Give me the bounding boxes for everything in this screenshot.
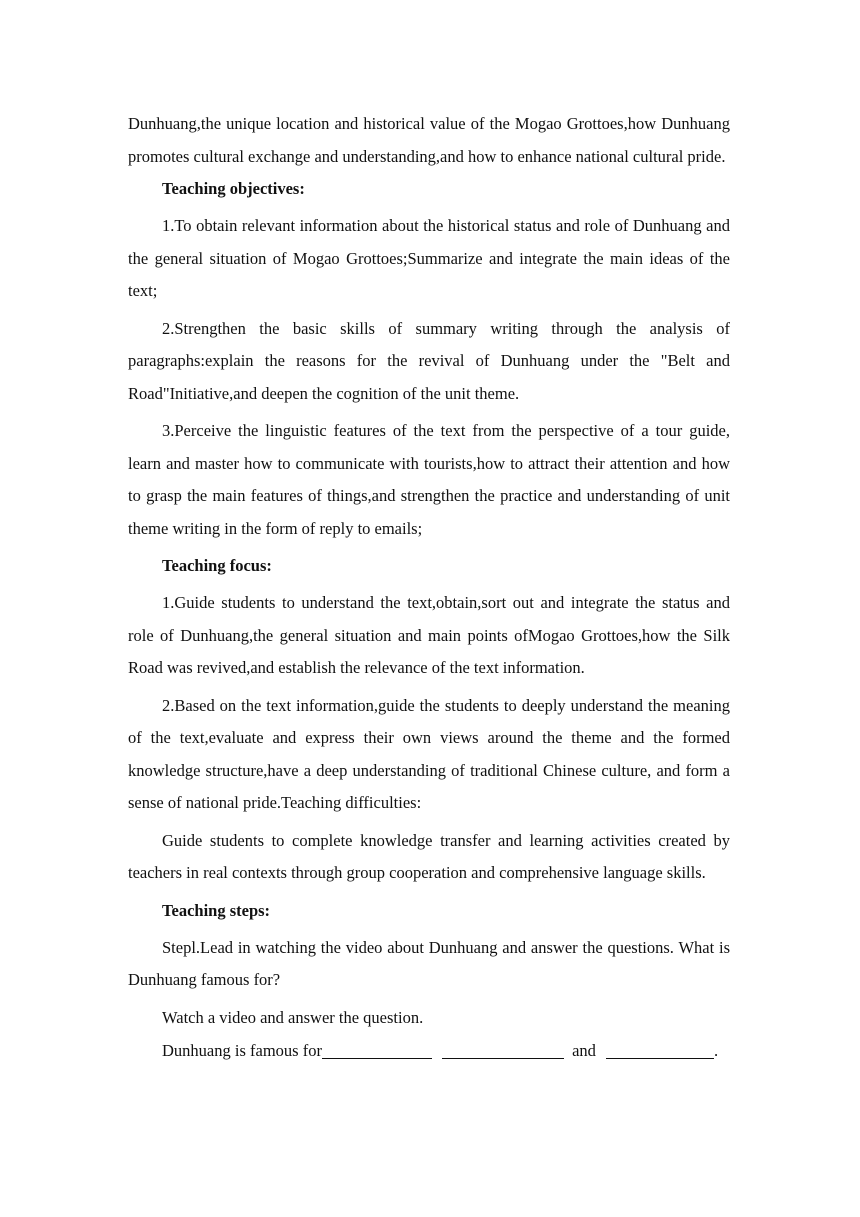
- step1-paragraph: Stepl.Lead in watching the video about Dunhuang and answer the questions. What is Dunhuang famous for?: [128, 937, 730, 989]
- objectives-heading: Teaching objectives:: [162, 179, 305, 198]
- fill-end: .: [714, 1041, 719, 1060]
- objective-item-1: 1.To obtain relevant information about the historical status and role of Dunhuang and the general situation of Mogao Grottoes;Summarize and integrate the main ideas of the text;: [128, 216, 730, 300]
- steps-heading: Teaching steps:: [162, 900, 271, 920]
- answer-blank-3[interactable]: [606, 1040, 714, 1059]
- objective-item-3: 3.Perceive the linguistic features of the text from the perspective of a tour guide, learn and master how to communicate with tourists,how to attract their attention and how to grasp the main features of things,and strengthen the practice and understanding of unit theme writing in the form of reply to emails;: [128, 421, 730, 538]
- answer-blank-2[interactable]: [442, 1040, 564, 1059]
- objective-item-2: 2.Strengthen the basic skills of summary writing through the analysis of paragraphs:explain the reasons for the revival of Dunhuang under the "Belt and Road"Initiative,and deepen the cognition of the unit theme.: [128, 318, 730, 403]
- difficulties-paragraph: Guide students to complete knowledge transfer and learning activities created by teachers in real contexts through group cooperation and comprehensive language skills.: [128, 830, 730, 882]
- fill-and: and: [572, 1041, 596, 1060]
- document-page: [128, 108, 730, 1068]
- fill-prefix: Dunhuang is famous for: [162, 1041, 322, 1060]
- intro-paragraph: Dunhuang,the unique location and historical value of the Mogao Grottoes,how Dunhuang promotes cultural exchange and understanding,and how to enhance national cultural pride.: [128, 114, 730, 166]
- fill-in-sentence: [128, 1035, 730, 1068]
- focus-heading: Teaching focus:: [162, 556, 272, 575]
- focus-item-1: 1.Guide students to understand the text,obtain,sort out and integrate the status and role of Dunhuang,the general situation and main points ofMogao Grottoes,how the Silk Road was revived,and establish the relevance of the text information.: [128, 593, 730, 677]
- watch-instruction: Watch a video and answer the question.: [162, 1007, 424, 1027]
- focus-item-2: 2.Based on the text information,guide the students to deeply understand the meaning of the text,evaluate and express their own views around the theme and the formed knowledge structure,have a deep understanding of traditional Chinese culture, and form a sense of national pride.Teaching difficulties:: [128, 695, 730, 812]
- answer-blank-1[interactable]: [322, 1040, 432, 1059]
